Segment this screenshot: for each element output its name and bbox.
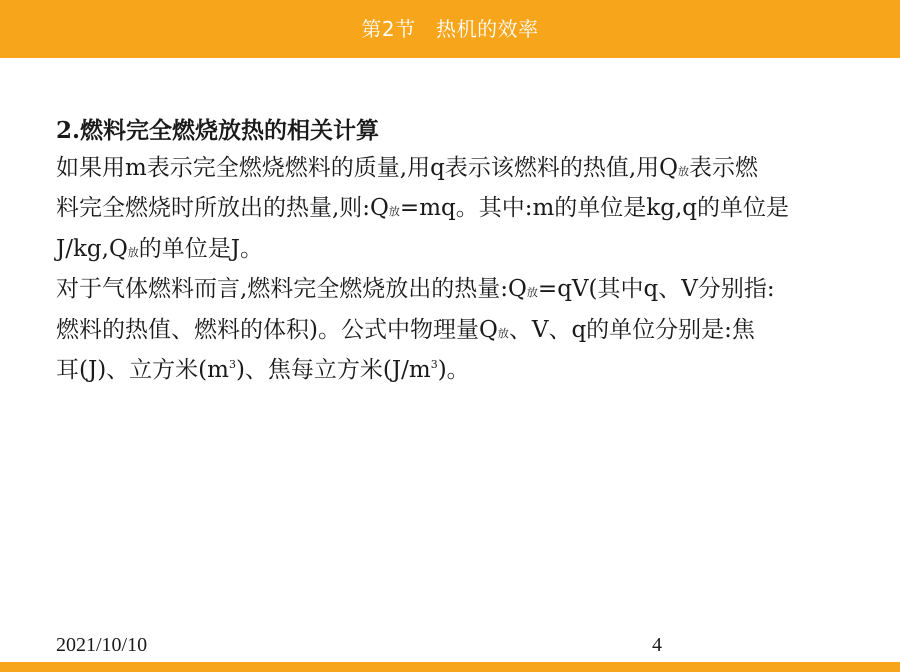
- paragraph-2-line-1: [56, 271, 856, 312]
- page-number: 4: [652, 634, 662, 656]
- superscript: 3: [430, 358, 438, 371]
- slide-content: [56, 112, 856, 390]
- paragraph-2-line-3: [56, 352, 856, 390]
- subscript: 放: [678, 164, 690, 178]
- paragraph-1-line-3: [56, 231, 856, 272]
- text-run: =mq。其中:m的单位是kg,q的单位是: [399, 195, 789, 221]
- subscript: 放: [127, 245, 139, 259]
- text-run: 燃料的热值、燃料的体积)。公式中物理量Q: [56, 316, 498, 343]
- heading-text: 燃料完全燃烧放热的相关计算: [80, 117, 380, 144]
- footer-date: 2021/10/10: [56, 634, 148, 656]
- text-run: 如果用m表示完全燃烧燃料的质量,用q表示该燃料的热值,用Q: [56, 154, 679, 181]
- text-run: 、V、q的单位分别是:焦: [508, 316, 755, 343]
- text-run: 表示燃: [689, 154, 759, 181]
- section-heading: [56, 112, 856, 150]
- slide-title: 第2节 热机的效率: [361, 17, 539, 41]
- text-run: 料完全燃烧时所放出的热量,则:Q: [56, 195, 389, 221]
- text-run: 对于气体燃料而言,燃料完全燃烧放出的热量:Q: [56, 276, 527, 302]
- subscript: 放: [388, 205, 400, 218]
- text-run: )、焦每立方米(J/m: [235, 357, 431, 383]
- subscript: 放: [526, 286, 538, 299]
- text-run: 耳(J)、立方米(m: [56, 357, 229, 383]
- bottom-bar: [0, 662, 900, 672]
- subscript: 放: [497, 326, 509, 340]
- text-run: J/kg,Q: [56, 235, 128, 262]
- text-run: 的单位是J。: [138, 235, 264, 262]
- text-run: =qV(其中q、V分别指:: [537, 276, 775, 302]
- superscript: 3: [228, 358, 236, 371]
- paragraph-1-line-1: [56, 150, 856, 191]
- text-run: )。: [437, 357, 470, 383]
- heading-number: 2.: [56, 117, 81, 144]
- paragraph-1-line-2: [56, 190, 856, 231]
- paragraph-2-line-2: [56, 312, 856, 353]
